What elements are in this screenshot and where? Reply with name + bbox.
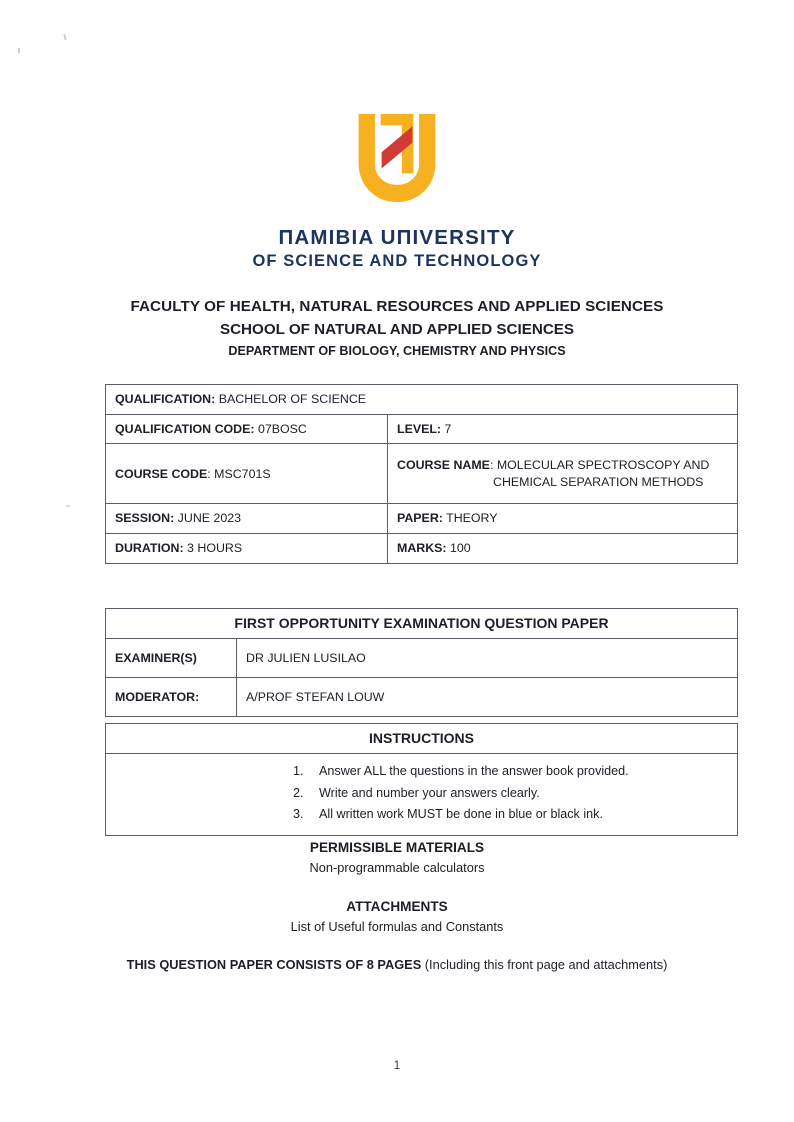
- university-logo: [0, 110, 794, 271]
- table-row: [106, 724, 738, 754]
- table-row: [106, 677, 738, 716]
- table-row: [106, 504, 738, 534]
- marks-value: 100: [450, 541, 471, 556]
- qualification-cell: [106, 385, 738, 415]
- wordmark-line-2: OF SCIENCE AND TECHNOLOGY: [252, 251, 542, 270]
- session-value: JUNE 2023: [177, 511, 242, 526]
- list-item: Answer ALL the questions in the answer book provided.: [319, 763, 629, 778]
- qualification-value: BACHELOR OF SCIENCE: [218, 392, 367, 406]
- wordmark-line-1: ПAMIBIA UПIVERSITY: [278, 226, 516, 249]
- instructions-title: INSTRUCTIONS: [106, 724, 738, 754]
- paper-label: PAPER:: [397, 511, 443, 526]
- attachments-value: List of Useful formulas and Constants: [290, 919, 504, 934]
- course-code-label: COURSE CODE: [115, 466, 208, 481]
- qualification-code-cell: [106, 414, 388, 444]
- qualification-table: [105, 384, 738, 564]
- course-name-value-line-2: CHEMICAL SEPARATION METHODS: [493, 474, 704, 489]
- table-row: [106, 414, 738, 444]
- faculty-heading: FACULTY OF HEALTH, NATURAL RESOURCES AND APPLIED SCIENCES: [130, 298, 664, 315]
- attachments-section: [0, 899, 794, 934]
- scan-speck: [63, 34, 66, 40]
- table-row: [106, 753, 738, 835]
- university-wordmark: [252, 226, 541, 271]
- permissible-materials-title: PERMISSIBLE MATERIALS: [309, 840, 485, 855]
- duration-label: DURATION:: [115, 541, 184, 556]
- course-code-cell: [106, 444, 388, 504]
- instructions-list-cell: [106, 753, 738, 835]
- course-name-label: COURSE NAME: [397, 458, 490, 473]
- instructions-table: [105, 723, 738, 836]
- marks-label: MARKS:: [397, 541, 447, 556]
- nust-shield-icon: [349, 110, 445, 206]
- qualification-code-value: 07BOSC: [257, 421, 307, 436]
- course-name-cell: [388, 444, 738, 504]
- permissible-materials-value: Non-programmable calculators: [309, 860, 485, 875]
- paper-value: THEORY: [446, 511, 498, 526]
- examination-title: FIRST OPPORTUNITY EXAMINATION QUESTION PAPER: [106, 609, 738, 639]
- marks-cell: [388, 534, 738, 564]
- examiner-label: EXAMINER(S): [106, 638, 237, 677]
- scan-speck: [66, 505, 70, 507]
- duration-value: 3 HOURS: [183, 541, 243, 556]
- page-count-normal: (Including this front page and attachments): [421, 957, 668, 972]
- department-heading: DEPARTMENT OF BIOLOGY, CHEMISTRY AND PHYSICS: [228, 344, 566, 358]
- table-row: [106, 638, 738, 677]
- table-row: [106, 444, 738, 504]
- paper-cell: [388, 504, 738, 534]
- moderator-label: MODERATOR:: [106, 677, 237, 716]
- duration-cell: [106, 534, 388, 564]
- school-heading: SCHOOL OF NATURAL AND APPLIED SCIENCES: [219, 321, 575, 338]
- course-name-value: : MOLECULAR SPECTROSCOPY AND: [489, 458, 710, 473]
- list-item: All written work MUST be done in blue or black ink.: [319, 807, 603, 822]
- moderator-value: A/PROF STEFAN LOUW: [237, 677, 738, 716]
- level-label: LEVEL:: [397, 421, 442, 436]
- scan-speck: [18, 48, 20, 53]
- examination-table: [105, 608, 738, 717]
- page-number: 1: [393, 1060, 401, 1072]
- table-row: [106, 609, 738, 639]
- course-code-value: : MSC701S: [207, 466, 271, 481]
- qualification-code-label: QUALIFICATION CODE:: [115, 421, 255, 436]
- page-count-statement: [0, 957, 794, 972]
- table-row: [106, 534, 738, 564]
- qualification-label: QUALIFICATION:: [115, 392, 216, 406]
- page-count-strong: THIS QUESTION PAPER CONSISTS OF 8 PAGES: [126, 957, 422, 972]
- institution-headings: [0, 298, 794, 358]
- session-label: SESSION:: [115, 511, 175, 526]
- list-item: Write and number your answers clearly.: [319, 785, 540, 800]
- permissible-materials-section: [0, 840, 794, 875]
- instructions-list: [115, 761, 728, 826]
- session-cell: [106, 504, 388, 534]
- level-value: 7: [444, 421, 452, 436]
- attachments-title: ATTACHMENTS: [346, 899, 448, 914]
- table-row: [106, 385, 738, 415]
- level-cell: [388, 414, 738, 444]
- examiner-value: DR JULIEN LUSILAO: [237, 638, 738, 677]
